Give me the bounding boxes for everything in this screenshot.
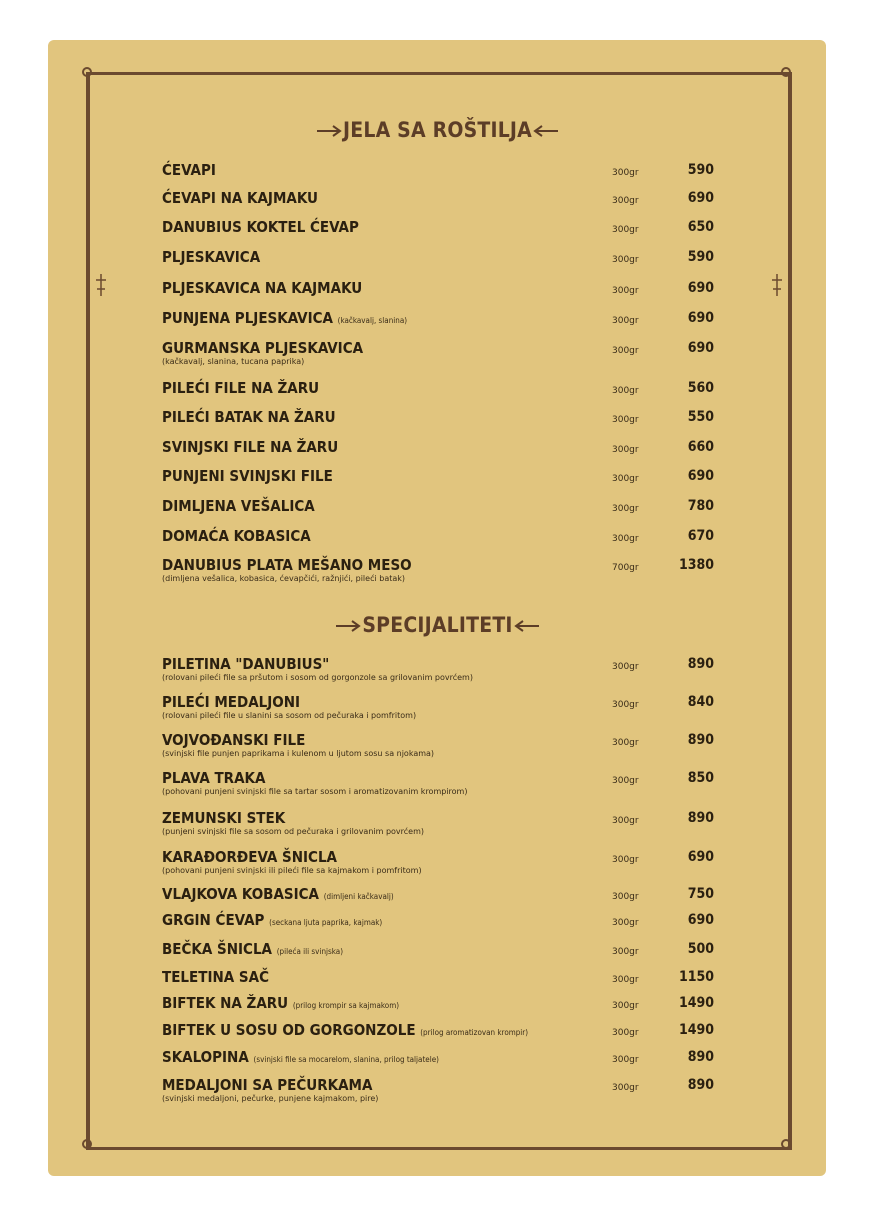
- menu-item-price: 690: [687, 190, 714, 206]
- menu-item-price: 590: [687, 162, 714, 178]
- menu-item-weight: 300gr: [612, 316, 639, 326]
- menu-item-weight: 300gr: [612, 1055, 639, 1065]
- corner-ornament-icon: [778, 64, 794, 80]
- menu-item-price: 1380: [678, 557, 714, 573]
- menu-item-weight: 300gr: [612, 386, 639, 396]
- menu-item-note: (prilog aromatizovan krompir): [420, 1028, 529, 1037]
- menu-item-price: 660: [687, 439, 714, 455]
- menu-item: [162, 310, 722, 329]
- corner-ornament-icon: [79, 64, 95, 80]
- harpoon-arrow-icon: [513, 619, 539, 633]
- menu-item-weight: 300gr: [612, 855, 639, 865]
- menu-item: [162, 770, 722, 797]
- menu-item: [162, 810, 722, 837]
- menu-item-price: 690: [687, 310, 714, 326]
- rope-knot-icon: [94, 274, 108, 296]
- section-title-grill: [0, 118, 875, 142]
- section-title-specials: [0, 613, 875, 637]
- menu-item-name: PLJESKAVICA: [162, 248, 261, 266]
- menu-item-weight: 300gr: [612, 168, 639, 178]
- corner-ornament-icon: [778, 1136, 794, 1152]
- menu-item-name: BIFTEK U SOSU OD GORGONZOLE: [162, 1021, 416, 1039]
- menu-item-name: KARAĐORĐEVA ŠNICLA: [162, 848, 337, 866]
- menu-item-price: 890: [687, 656, 714, 672]
- harpoon-arrow-icon: [532, 124, 558, 138]
- menu-item-description: (pohovani punjeni svinjski file sa tartar sosom i aromatizovanim krompirom): [162, 787, 468, 796]
- menu-item-weight: 300gr: [612, 346, 639, 356]
- menu-item-note: (seckana ljuta paprika, kajmak): [269, 918, 383, 927]
- menu-item-description: (kačkavalj, slanina, tucana paprika): [162, 357, 305, 366]
- menu-item-price: 690: [687, 849, 714, 865]
- menu-item-weight: 300gr: [612, 1083, 639, 1093]
- menu-item-weight: 300gr: [612, 918, 639, 928]
- rope-knot-icon: [770, 274, 784, 296]
- menu-item-name: VOJVOĐANSKI FILE: [162, 731, 306, 749]
- section-title-text: SPECIJALITETI: [362, 613, 513, 637]
- menu-item-weight: 300gr: [612, 534, 639, 544]
- menu-item-description: (rolovani pileći file u slanini sa sosom od pečuraka i pomfritom): [162, 711, 417, 720]
- menu-item-name: PILEĆI FILE NA ŽARU: [162, 379, 320, 397]
- menu-item: [162, 190, 722, 207]
- menu-item-name: DOMAĆA KOBASICA: [162, 527, 311, 545]
- menu-item-name: ZEMUNSKI STEK: [162, 809, 286, 827]
- menu-item-weight: 300gr: [612, 975, 639, 985]
- menu-item-weight: 300gr: [612, 1028, 639, 1038]
- menu-item-description: (svinjski medaljoni, pečurke, punjene kajmakom, pire): [162, 1094, 379, 1103]
- menu-item: [162, 280, 722, 297]
- menu-item-note: (svinjski file sa mocarelom, slanina, prilog taljatele): [253, 1055, 439, 1064]
- menu-item: [162, 1022, 722, 1041]
- menu-item: [162, 409, 722, 426]
- menu-item-name: ĆEVAPI: [162, 161, 216, 179]
- menu-item-weight: 300gr: [612, 504, 639, 514]
- menu-item-price: 850: [687, 770, 714, 786]
- menu-item-name: SKALOPINA: [162, 1048, 249, 1066]
- menu-item-weight: 300gr: [612, 225, 639, 235]
- menu-item: [162, 1077, 722, 1104]
- menu-item: [162, 969, 722, 986]
- harpoon-arrow-icon: [317, 124, 343, 138]
- menu-item-name: SVINJSKI FILE NA ŽARU: [162, 438, 339, 456]
- menu-item-note: (kačkavalj, slanina): [337, 316, 408, 325]
- section-title-text: JELA SA ROŠTILJA: [343, 118, 532, 142]
- menu-item-price: 1490: [678, 1022, 714, 1038]
- menu-item-name: DANUBIUS PLATA MEŠANO MESO: [162, 556, 412, 574]
- menu-item: [162, 732, 722, 759]
- menu-item: [162, 340, 722, 367]
- menu-item: [162, 468, 722, 485]
- menu-item-price: 890: [687, 732, 714, 748]
- menu-item-weight: 300gr: [612, 700, 639, 710]
- harpoon-arrow-icon: [336, 619, 362, 633]
- menu-item-description: (svinjski file punjen paprikama i kulenom u ljutom sosu sa njokama): [162, 749, 435, 758]
- menu-item-price: 690: [687, 280, 714, 296]
- menu-item: [162, 995, 722, 1014]
- menu-item-weight: 300gr: [612, 776, 639, 786]
- menu-item-weight: 300gr: [612, 738, 639, 748]
- menu-item-note: (pileća ili svinjska): [276, 947, 343, 956]
- menu-item-price: 890: [687, 1077, 714, 1093]
- menu-item-price: 1150: [678, 969, 714, 985]
- menu-item-name: DIMLJENA VEŠALICA: [162, 497, 315, 515]
- menu-item-name: ĆEVAPI NA KAJMAKU: [162, 189, 318, 207]
- menu-item-weight: 700gr: [612, 563, 639, 573]
- menu-item-name: TELETINA SAČ: [162, 968, 269, 986]
- menu-item-description: (punjeni svinjski file sa sosom od pečuraka i grilovanim povrćem): [162, 827, 425, 836]
- menu-item-weight: 300gr: [612, 474, 639, 484]
- menu-item-price: 890: [687, 810, 714, 826]
- menu-item-weight: 300gr: [612, 445, 639, 455]
- menu-item-weight: 300gr: [612, 286, 639, 296]
- menu-item: [162, 694, 722, 721]
- menu-item-description: (dimljena vešalica, kobasica, ćevapčići, ražnjići, pileći batak): [162, 574, 406, 583]
- menu-item-name: PLJESKAVICA NA KAJMAKU: [162, 279, 363, 297]
- menu-item-price: 650: [687, 219, 714, 235]
- menu-item-name: PILEĆI MEDALJONI: [162, 693, 301, 711]
- menu-item: [162, 498, 722, 515]
- menu-item-price: 690: [687, 340, 714, 356]
- menu-item-price: 550: [687, 409, 714, 425]
- menu-item-weight: 300gr: [612, 892, 639, 902]
- menu-item: [162, 219, 722, 236]
- menu-item: [162, 249, 722, 266]
- menu-item-name: VLAJKOVA KOBASICA: [162, 885, 319, 903]
- corner-ornament-icon: [79, 1136, 95, 1152]
- menu-item-description: (pohovani punjeni svinjski ili pileći file sa kajmakom i pomfritom): [162, 866, 422, 875]
- menu-item-weight: 300gr: [612, 947, 639, 957]
- menu-item-price: 690: [687, 468, 714, 484]
- menu-item-note: (dimljeni kačkavalj): [323, 892, 394, 901]
- menu-item-price: 670: [687, 528, 714, 544]
- menu-item-price: 1490: [678, 995, 714, 1011]
- menu-item-weight: 300gr: [612, 1001, 639, 1011]
- menu-item-price: 590: [687, 249, 714, 265]
- menu-item-name: DANUBIUS KOKTEL ĆEVAP: [162, 218, 359, 236]
- menu-item-weight: 300gr: [612, 662, 639, 672]
- menu-item: [162, 912, 722, 931]
- menu-item-price: 560: [687, 380, 714, 396]
- menu-item-name: MEDALJONI SA PEČURKAMA: [162, 1076, 373, 1094]
- menu-item-price: 750: [687, 886, 714, 902]
- menu-item: [162, 162, 722, 179]
- menu-item: [162, 656, 722, 683]
- menu-item-weight: 300gr: [612, 415, 639, 425]
- menu-item: [162, 886, 722, 905]
- menu-item: [162, 1049, 722, 1068]
- menu-item-weight: 300gr: [612, 816, 639, 826]
- menu-item-name: PUNJENI SVINJSKI FILE: [162, 467, 333, 485]
- menu-item: [162, 557, 722, 584]
- menu-item-name: GRGIN ĆEVAP: [162, 911, 265, 929]
- menu-item: [162, 528, 722, 545]
- menu-item: [162, 849, 722, 876]
- menu-item-price: 690: [687, 912, 714, 928]
- menu-item-weight: 300gr: [612, 255, 639, 265]
- menu-item-price: 840: [687, 694, 714, 710]
- menu-item-name: PUNJENA PLJESKAVICA: [162, 309, 333, 327]
- menu-item-name: BEČKA ŠNICLA: [162, 940, 272, 958]
- menu-item-price: 500: [687, 941, 714, 957]
- menu-item-name: PILEĆI BATAK NA ŽARU: [162, 408, 336, 426]
- menu-item-name: PLAVA TRAKA: [162, 769, 266, 787]
- menu-item-name: GURMANSKA PLJESKAVICA: [162, 339, 364, 357]
- menu-item: [162, 941, 722, 960]
- menu-item: [162, 380, 722, 397]
- menu-item-name: PILETINA "DANUBIUS": [162, 655, 330, 673]
- menu-item-price: 890: [687, 1049, 714, 1065]
- menu-item: [162, 439, 722, 456]
- menu-item-price: 780: [687, 498, 714, 514]
- menu-item-weight: 300gr: [612, 196, 639, 206]
- menu-item-description: (rolovani pileći file sa pršutom i sosom od gorgonzole sa grilovanim povrćem): [162, 673, 473, 682]
- menu-item-name: BIFTEK NA ŽARU: [162, 994, 289, 1012]
- menu-item-note: (prilog krompir sa kajmakom): [292, 1001, 400, 1010]
